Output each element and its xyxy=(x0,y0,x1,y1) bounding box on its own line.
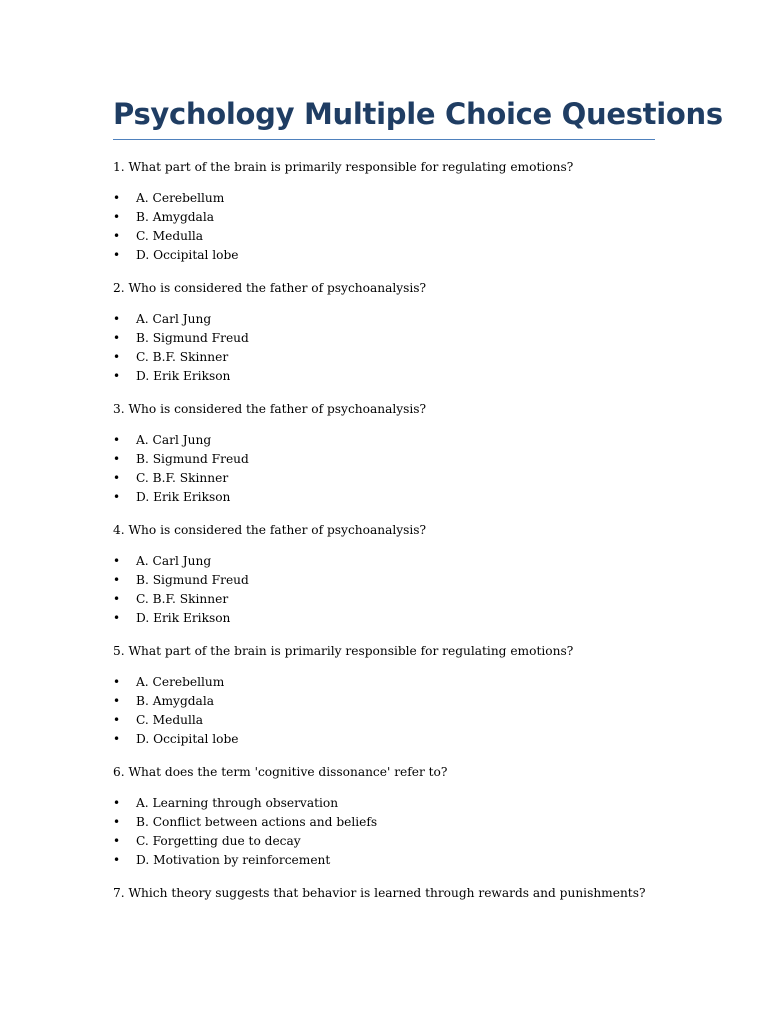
bullet-icon: • xyxy=(113,452,121,466)
bullet-icon: • xyxy=(113,732,121,746)
answer-option-label: B. Sigmund Freud xyxy=(136,573,249,587)
question-block xyxy=(113,158,655,265)
answer-option xyxy=(113,813,655,832)
answer-option xyxy=(113,367,655,386)
bullet-icon: • xyxy=(113,229,121,243)
question-text: 2. Who is considered the father of psychoanalysis? xyxy=(113,281,427,295)
answer-option-label: D. Motivation by reinforcement xyxy=(136,853,331,867)
bullet-icon: • xyxy=(113,694,121,708)
question-block xyxy=(113,521,655,628)
document-title: Psychology Multiple Choice Questions xyxy=(113,94,655,140)
answer-option-label: B. Sigmund Freud xyxy=(136,331,249,345)
answer-option xyxy=(113,673,655,692)
bullet-icon: • xyxy=(113,853,121,867)
bullet-icon: • xyxy=(113,191,121,205)
answer-option-label: D. Occipital lobe xyxy=(136,248,239,262)
bullet-icon: • xyxy=(113,331,121,345)
answer-option xyxy=(113,329,655,348)
answer-option xyxy=(113,609,655,628)
answer-option xyxy=(113,310,655,329)
question-text: 4. Who is considered the father of psychoanalysis? xyxy=(113,523,427,537)
answer-option xyxy=(113,794,655,813)
answer-option xyxy=(113,488,655,507)
answer-option xyxy=(113,552,655,571)
answer-option xyxy=(113,227,655,246)
document-page xyxy=(113,94,723,917)
answer-option xyxy=(113,208,655,227)
question-text: 1. What part of the brain is primarily responsible for regulating emotions? xyxy=(113,160,574,174)
bullet-icon: • xyxy=(113,713,121,727)
answer-option xyxy=(113,730,655,749)
bullet-icon: • xyxy=(113,592,121,606)
question-block xyxy=(113,642,655,749)
answer-option-label: D. Erik Erikson xyxy=(136,611,231,625)
bullet-icon: • xyxy=(113,834,121,848)
question-block xyxy=(113,884,655,903)
question-text: 3. Who is considered the father of psychoanalysis? xyxy=(113,402,427,416)
answer-option-list xyxy=(113,552,655,628)
answer-option-label: C. Forgetting due to decay xyxy=(136,834,301,848)
answer-option-list xyxy=(113,794,655,870)
question-text: 7. Which theory suggests that behavior is learned through rewards and punishments? xyxy=(113,886,646,900)
bullet-icon: • xyxy=(113,248,121,262)
answer-option xyxy=(113,450,655,469)
answer-option xyxy=(113,590,655,609)
answer-option-label: A. Learning through observation xyxy=(136,796,339,810)
answer-option xyxy=(113,851,655,870)
question-block xyxy=(113,400,655,507)
answer-option-label: D. Occipital lobe xyxy=(136,732,239,746)
bullet-icon: • xyxy=(113,350,121,364)
answer-option-label: A. Cerebellum xyxy=(136,191,225,205)
answer-option-label: B. Sigmund Freud xyxy=(136,452,249,466)
bullet-icon: • xyxy=(113,210,121,224)
answer-option xyxy=(113,711,655,730)
answer-option-label: C. B.F. Skinner xyxy=(136,592,229,606)
answer-option-list xyxy=(113,673,655,749)
answer-option xyxy=(113,469,655,488)
bullet-icon: • xyxy=(113,471,121,485)
bullet-icon: • xyxy=(113,312,121,326)
answer-option-label: A. Carl Jung xyxy=(136,433,212,447)
answer-option-label: C. B.F. Skinner xyxy=(136,350,229,364)
answer-option xyxy=(113,348,655,367)
answer-option xyxy=(113,692,655,711)
bullet-icon: • xyxy=(113,369,121,383)
question-text: 6. What does the term 'cognitive dissonance' refer to? xyxy=(113,765,448,779)
answer-option-label: D. Erik Erikson xyxy=(136,369,231,383)
answer-option-label: A. Cerebellum xyxy=(136,675,225,689)
answer-option xyxy=(113,571,655,590)
answer-option xyxy=(113,431,655,450)
bullet-icon: • xyxy=(113,796,121,810)
bullet-icon: • xyxy=(113,611,121,625)
bullet-icon: • xyxy=(113,433,121,447)
question-block xyxy=(113,279,655,386)
question-text: 5. What part of the brain is primarily responsible for regulating emotions? xyxy=(113,644,574,658)
answer-option-label: B. Amygdala xyxy=(136,694,214,708)
question-block xyxy=(113,763,655,870)
answer-option-label: A. Carl Jung xyxy=(136,312,212,326)
bullet-icon: • xyxy=(113,490,121,504)
question-list xyxy=(113,158,655,903)
bullet-icon: • xyxy=(113,675,121,689)
answer-option-list xyxy=(113,189,655,265)
answer-option-label: C. Medulla xyxy=(136,713,204,727)
answer-option-list xyxy=(113,310,655,386)
bullet-icon: • xyxy=(113,554,121,568)
answer-option-list xyxy=(113,431,655,507)
answer-option-label: D. Erik Erikson xyxy=(136,490,231,504)
bullet-icon: • xyxy=(113,573,121,587)
answer-option-label: B. Amygdala xyxy=(136,210,214,224)
answer-option xyxy=(113,246,655,265)
bullet-icon: • xyxy=(113,815,121,829)
answer-option-label: A. Carl Jung xyxy=(136,554,212,568)
answer-option-label: C. B.F. Skinner xyxy=(136,471,229,485)
answer-option-label: B. Conflict between actions and beliefs xyxy=(136,815,378,829)
answer-option-label: C. Medulla xyxy=(136,229,204,243)
answer-option xyxy=(113,189,655,208)
answer-option xyxy=(113,832,655,851)
